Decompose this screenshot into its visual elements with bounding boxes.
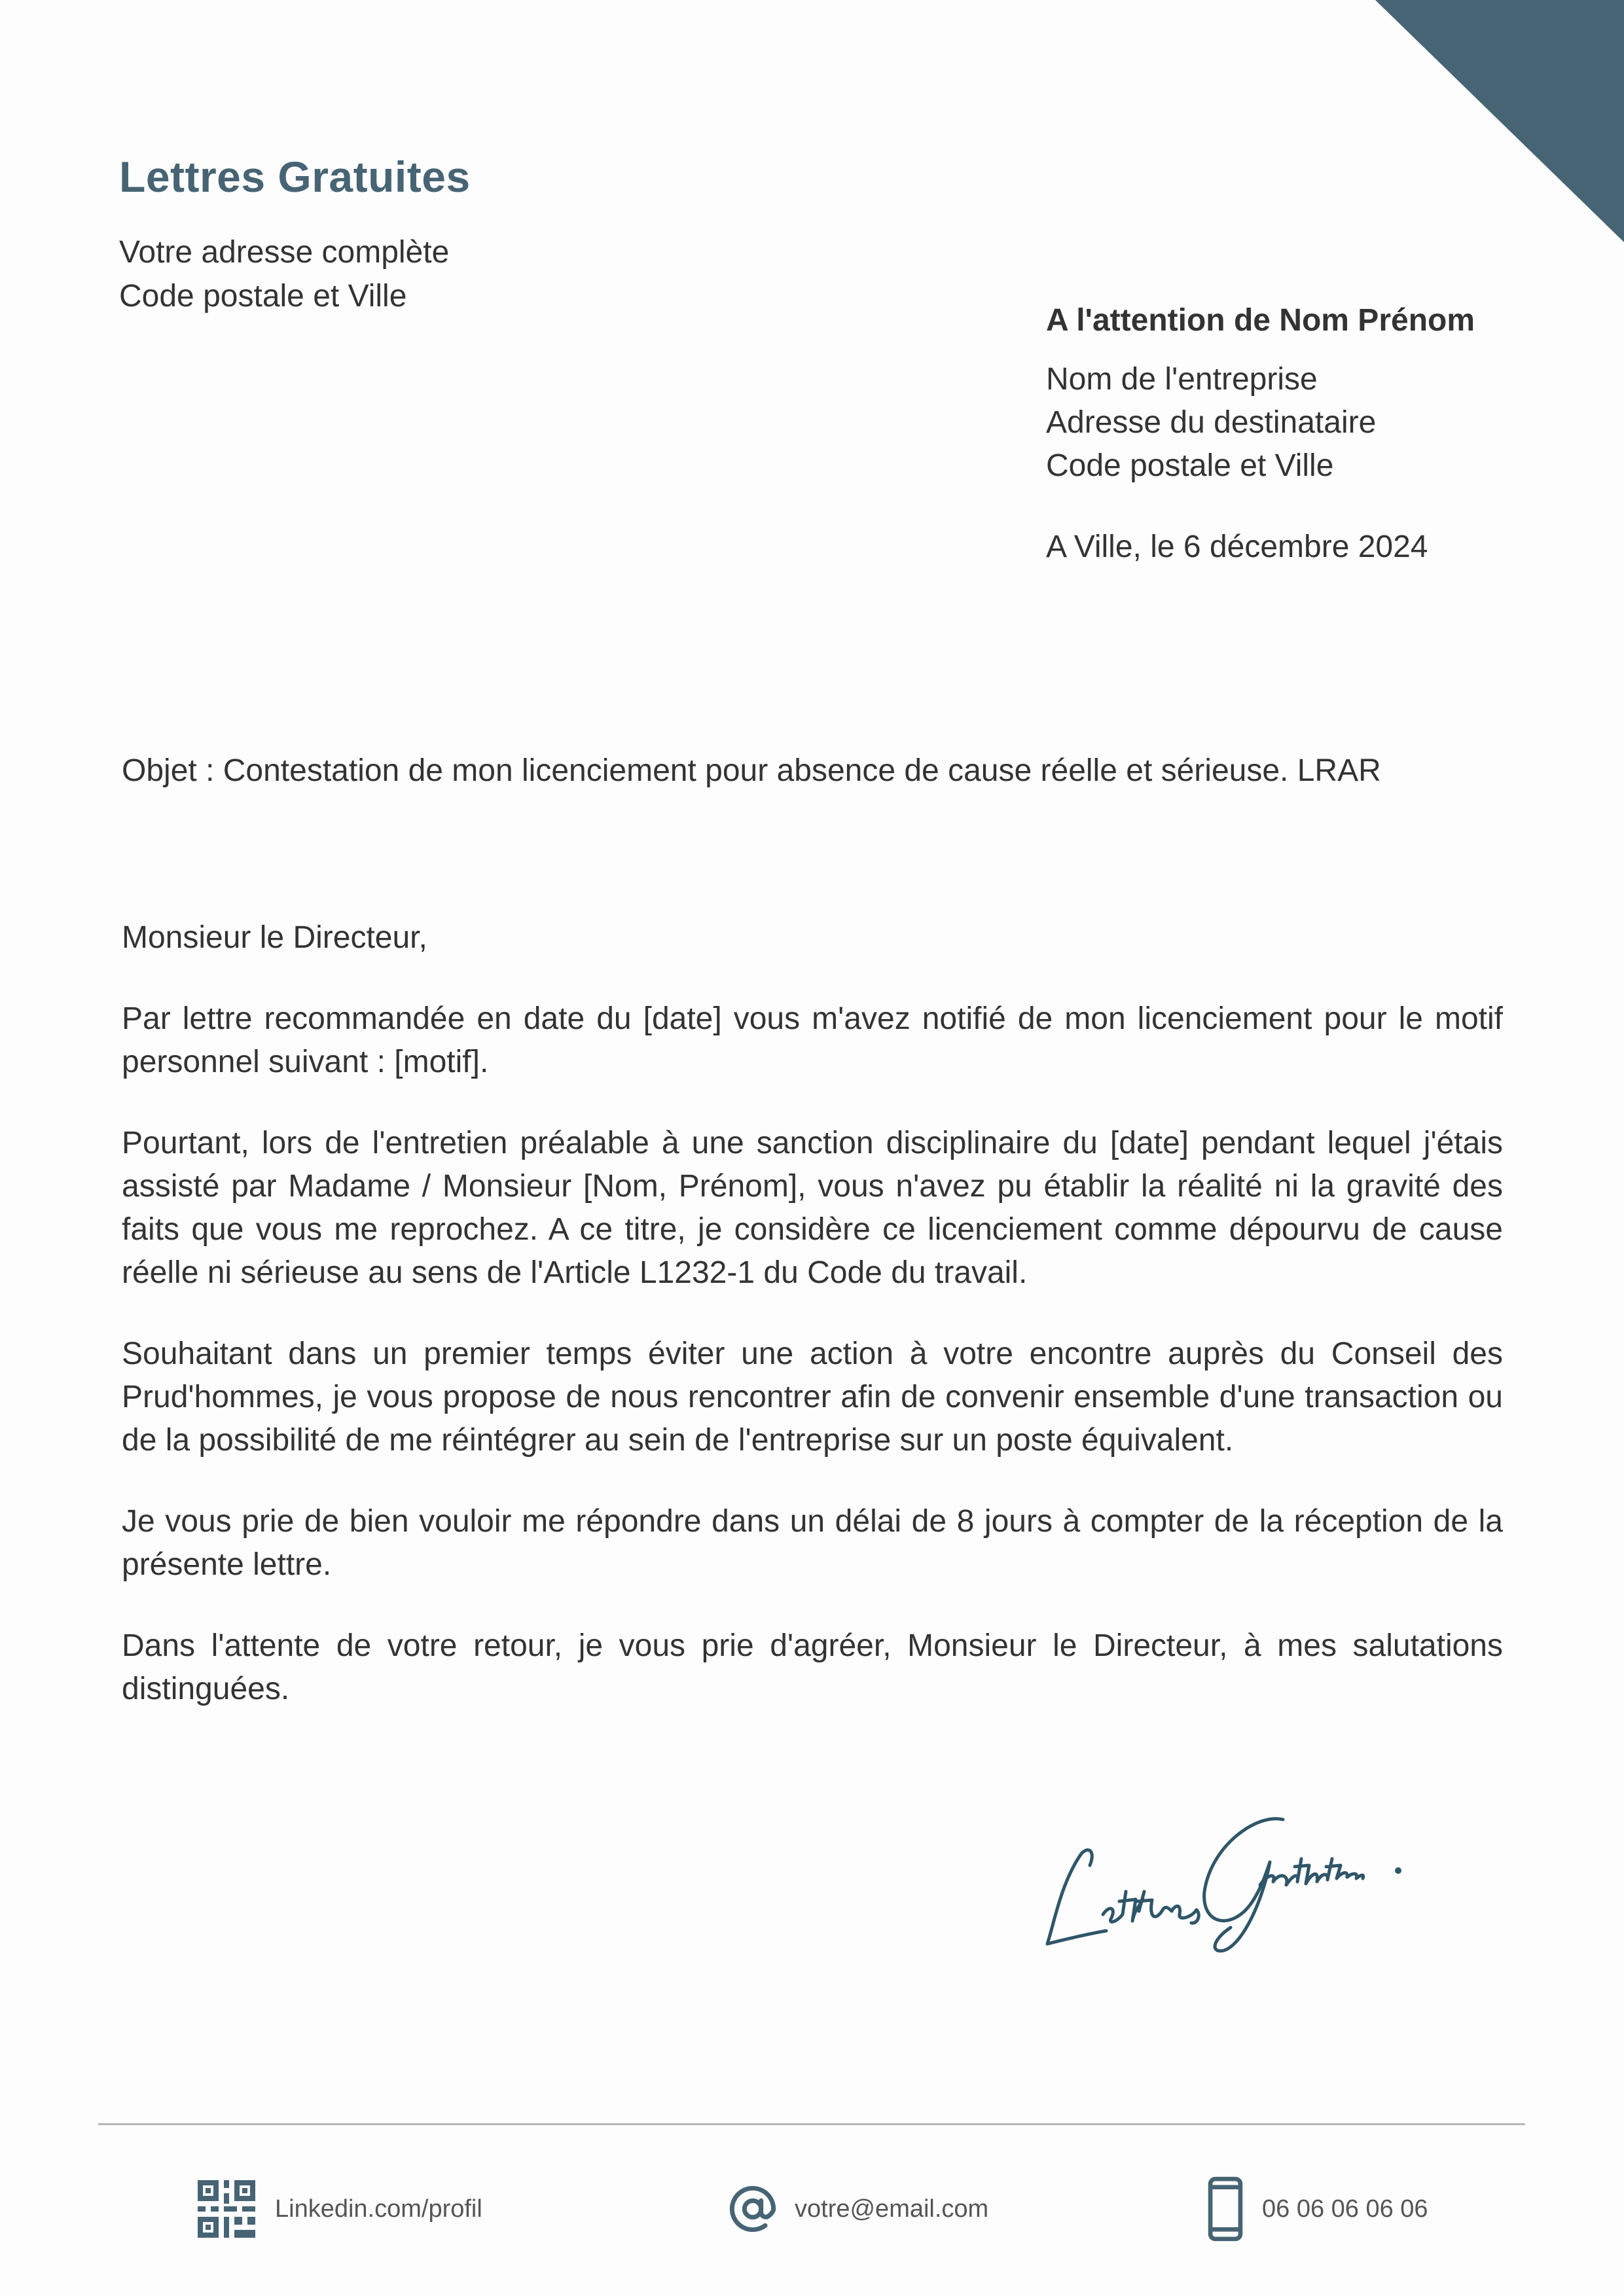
body-paragraph: Souhaitant dans un premier temps éviter une action à votre encontre auprès du Conseil des Prud'hommes, je vous propose de nous rencontrer afin de convenir ensemble d'une transaction ou de la possibilité de me réintégrer au sein de l'entreprise sur un poste équivalent. xyxy=(122,1336,1503,1458)
body-paragraph: Je vous prie de bien vouloir me répondre dans un délai de 8 jours à compter de la réception de la présente lettre. xyxy=(122,1504,1503,1582)
sender-city-line: Code postale et Ville xyxy=(119,279,407,314)
body-paragraph: Dans l'attente de votre retour, je vous prie d'agréer, Monsieur le Directeur, à mes salutations distinguées. xyxy=(122,1628,1503,1706)
footer-divider xyxy=(98,2123,1525,2125)
sender-address-block xyxy=(119,230,449,318)
mobile-phone-icon xyxy=(1206,2176,1245,2242)
footer-email-text: votre@email.com xyxy=(795,2195,989,2223)
letter-greeting: Monsieur le Directeur, xyxy=(122,920,427,955)
at-sign-icon xyxy=(728,2184,778,2234)
footer-phone[interactable] xyxy=(1206,2176,1428,2242)
recipient-attention: A l'attention de Nom Prénom xyxy=(1046,303,1475,338)
footer-linkedin[interactable] xyxy=(195,2176,482,2242)
corner-triangle-decoration xyxy=(1375,0,1624,242)
recipient-company: Nom de l'entreprise xyxy=(1046,362,1318,397)
footer-email[interactable] xyxy=(728,2176,988,2242)
handwritten-signature xyxy=(1034,1793,1440,1964)
letter-subject: Objet : Contestation de mon licenciement pour absence de cause réelle et sérieuse. LRAR xyxy=(122,753,1381,788)
footer-phone-text: 06 06 06 06 06 xyxy=(1262,2195,1428,2223)
qr-code-icon xyxy=(195,2178,258,2240)
recipient-address: Adresse du destinataire xyxy=(1046,405,1377,440)
body-paragraph: Par lettre recommandée en date du [date] vous m'avez notifié de mon licenciement pour le motif personnel suivant : [motif]. xyxy=(122,1001,1503,1079)
sender-address-line: Votre adresse complète xyxy=(119,235,450,270)
footer-linkedin-text: Linkedin.com/profil xyxy=(275,2195,482,2223)
recipient-block xyxy=(1046,298,1475,488)
letter-date: A Ville, le 6 décembre 2024 xyxy=(1046,529,1428,564)
recipient-city: Code postale et Ville xyxy=(1046,448,1334,483)
letter-body xyxy=(122,916,1503,1749)
body-paragraph: Pourtant, lors de l'entretien préalable à une sanction disciplinaire du [date] pendant lequel j'étais assisté par Madame / Monsieur [Nom, Prénom], vous n'avez pu établir la réalité ni la gravité des faits que vous me reprochez. A ce titre, je considère ce licenciement comme dépourvu de cause réelle ni sérieuse au sens de l'Article L1232-1 du Code du travail. xyxy=(122,1126,1503,1290)
sender-name: Lettres Gratuites xyxy=(119,152,471,201)
